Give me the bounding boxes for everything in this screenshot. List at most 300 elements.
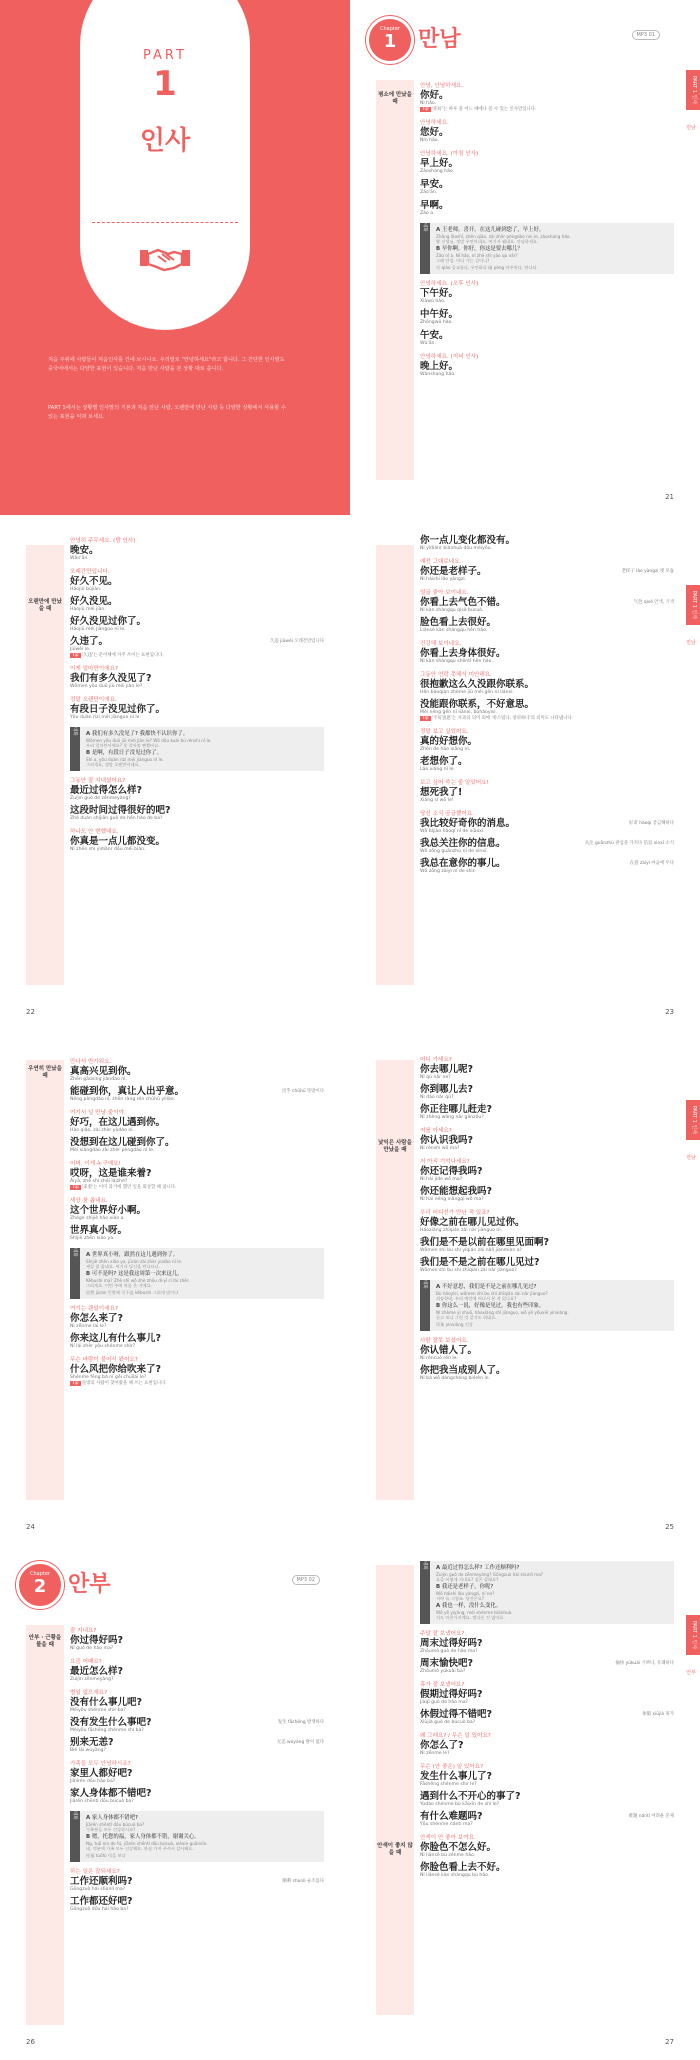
chinese-sentence: 没有发生什么事吧? — [70, 1717, 152, 1728]
pinyin: Nǐ rèncuò rén le. — [420, 1356, 458, 1361]
pinyin: Zhè duàn shíjiān guò de hěn hǎo de ba? — [70, 816, 163, 821]
speaker-a: A — [436, 227, 441, 233]
pinyin: Wǒmen shì bu shì zhīqián zài nǎr jiànguo? — [420, 1268, 517, 1273]
intro-text-2: PART 1에서는 상황별 인사말의 기본과 처음 만난 사람, 오랜만에 만난 사람 등 다양한 상황에서 사용할 수 있는 표현을 익혀 보세요. — [48, 405, 286, 420]
pinyin: Xiūjià guò de búcuò ba? — [420, 1720, 476, 1725]
pinyin: Wǒ bǐjiào hàoqí nǐ de xiāoxi. — [420, 829, 485, 834]
word-note: 托福 tuōfú 덕을 보다 — [86, 1853, 126, 1858]
pinyin: Yǒu shénme nántí ma? — [420, 1822, 473, 1827]
chinese-sentence: 好久没见过你了。 — [70, 616, 147, 627]
speaker-b: B — [86, 1834, 91, 1840]
tip-text: '不好意思'는 사과의 의미 외에 '쑥스럽다, 창피하다'의 의미도 나타냅니다. — [431, 716, 573, 721]
chapter-badge — [16, 1561, 64, 1609]
pinyin: Nǐ lái zhèr yǒu shénme shìr? — [70, 1344, 136, 1349]
dialog-korean: 세상 참 좁네요. 여기서 당신을 만나다니. — [86, 1264, 161, 1269]
chinese-sentence: 我总在意你的事儿。 — [420, 858, 506, 869]
dialog-tag — [70, 1811, 80, 1862]
chinese-sentence: 我们有多久没见了? — [70, 673, 152, 684]
dialog-tag-label: 대화 — [72, 1248, 77, 1257]
dialog-chinese: 可不是吗? 这是我这周第一次来这儿。 — [91, 1271, 183, 1277]
word-note: 关注 guānzhù 관심을 가지다 信息 xìnxī 소식 — [584, 841, 674, 846]
expression-subtitle: 요즘 어때요? — [70, 1659, 102, 1665]
chinese-sentence: 想死我了! — [420, 787, 463, 798]
situation-column — [376, 80, 414, 480]
dialog-pinyin: Zǎo nǐ a. Nǐ hǎo, nǐ zhè shì yào qù nǎr? — [436, 253, 518, 258]
dialog-pinyin: Zuìjìn guò de zěnmeyàng? Gōngzuò hái shùnlì ma? — [436, 1572, 544, 1577]
pinyin: Nǐ liǎnsè bù zěnme hǎo. — [420, 1853, 476, 1858]
chinese-sentence: 老想你了。 — [420, 756, 468, 767]
dialog-tag — [70, 727, 80, 771]
dialog-line-b — [86, 750, 320, 757]
pinyin: Nǐ dào nǎr qù? — [420, 1095, 454, 1100]
word-note: 出乎 chūhū 뜻밖이다 — [281, 1089, 324, 1094]
content — [420, 535, 674, 875]
dialog-korean: 저야 늘 그렇죠. 당신은요? — [436, 1596, 484, 1601]
dialog-korean: 왕 선생님, 정말 우연이네요. 여기서 뵙네요. 안녕하세요. — [436, 239, 539, 244]
chinese-sentence: 我们是不是之前在哪儿见过? — [420, 1257, 540, 1268]
expression-subtitle: 이게 얼마만이에요? — [70, 666, 118, 672]
dialog-chinese: 王老师，喜开。在这儿碰到您了，早上好。 — [441, 227, 545, 233]
content — [70, 1621, 324, 1913]
pinyin: Shìjiè zhēn xiǎo ya. — [70, 1236, 115, 1241]
chinese-sentence: 你认错人了。 — [420, 1345, 478, 1356]
chinese-sentence: 你一点儿变化都没有。 — [420, 535, 516, 546]
part-pill — [80, 0, 250, 330]
content — [420, 1561, 674, 1879]
chinese-sentence: 你还是老样子。 — [420, 566, 487, 577]
situation-label: 안색이 좋지 않을 때 — [377, 1843, 413, 1856]
chinese-sentence: 我总关注你的信息。 — [420, 838, 506, 849]
pinyin: Zuìjìn guò de zěnmeyàng? — [70, 796, 131, 801]
chinese-sentence: 没有什么事儿吧? — [70, 1697, 143, 1708]
dialog-tag — [420, 223, 430, 274]
dialog-korean: 듣고 보니 그런 것 같기도 하네요. — [436, 1315, 497, 1320]
pinyin: Wǒmen shì bu shì yǐqián zài nǎlǐ jiànmiàn a? — [420, 1248, 522, 1253]
chinese-sentence: 什么风把你给吹来了? — [70, 1364, 162, 1375]
expression-row — [70, 1876, 324, 1893]
situation-column — [376, 1565, 414, 2015]
dialog-pinyin: Wǒ yě yíyàng, méi shénme biànhuà. — [436, 1610, 513, 1615]
pinyin: Nǐ zěnme lái le? — [70, 1324, 107, 1329]
chinese-sentence: 工作都还好吧? — [70, 1896, 133, 1907]
pinyin: Nǐ bǎ wǒ dàngchéng biérén le. — [420, 1376, 491, 1381]
chinese-sentence: 中午好。 — [420, 309, 459, 320]
expression-row — [420, 1658, 674, 1675]
pinyin: Zhōumò yúkuài ba? — [420, 1669, 466, 1674]
chinese-sentence: 您好。 — [420, 127, 449, 138]
dialog-korean: 그래 안녕. 어디 가는 길이니? — [436, 258, 490, 263]
dialog-pinyin: Kěbushì ma? Zhè shì wǒ zhè zhōu dì-yī cì lái zhèr. — [86, 1278, 190, 1283]
word-note: 难题 nántí 어려운 문제 — [628, 1814, 674, 1819]
expression-subtitle: 사람 잘못 보셨어요. — [420, 1338, 469, 1344]
dialog-chinese: 最近过得怎么样? 工作还顺利吗? — [441, 1565, 520, 1571]
pinyin: Nǐ guò de hǎo ma? — [70, 1646, 114, 1651]
dialog-korean: 네, 덕분에 가족 모두 건강해요. 관심 가져 주셔서 감사해요. — [86, 1846, 194, 1851]
dialog-chinese: 不好意思，我们是不是之前在哪儿见过? — [441, 1284, 537, 1290]
pinyin: Hǎojiǔ bújiàn. — [70, 587, 102, 592]
expression-subtitle: 만나서 반가워요. — [70, 1059, 112, 1065]
chinese-sentence: 哎呀，这是谁来着? — [70, 1168, 152, 1179]
chinese-sentence: 你还能想起我吗? — [420, 1186, 493, 1197]
dialog-line-b — [436, 1584, 670, 1591]
page-26 — [0, 1545, 350, 2060]
speaker-a: A — [86, 731, 91, 737]
page-number: 22 — [26, 1008, 35, 1016]
dialog-tag-label: 대화 — [422, 223, 427, 232]
expression-row — [420, 1709, 674, 1726]
expression-subtitle: 가족들 모두 안녕하시죠? — [70, 1761, 131, 1767]
situation-column — [376, 1060, 414, 1500]
speaker-b: B — [86, 1271, 91, 1277]
chinese-sentence: 你过得好吗? — [70, 1635, 124, 1646]
page-number: 26 — [26, 2038, 35, 2046]
dialog-korean: 가족분들 모두 건강하시죠? — [86, 1827, 136, 1832]
part-label: PART — [143, 48, 187, 63]
page-27 — [350, 1545, 700, 2060]
chinese-sentence: 你还记得我吗? — [420, 1166, 483, 1177]
tip — [70, 1185, 324, 1191]
expression-row — [420, 838, 674, 855]
content — [420, 76, 674, 378]
pinyin: Gōngzuò dōu hái hǎo ba? — [70, 1907, 129, 1912]
speaker-b: B — [436, 1584, 441, 1590]
tip — [420, 107, 674, 113]
expression-subtitle: 주말 잘 보냈어요? — [420, 1631, 465, 1637]
expression-subtitle: 당신 소식 궁금했어요. — [420, 811, 474, 817]
page-22 — [0, 515, 350, 1030]
dialog-line-a — [436, 1565, 670, 1572]
chapter-badge — [366, 16, 414, 64]
expression-subtitle: 안녕, 안녕하세요. — [420, 83, 464, 89]
pinyin: Nǐ háishi lǎo yàngzi. — [420, 577, 467, 582]
side-tab-label: PART 1 인사 — [691, 1105, 697, 1135]
dialog-tag-label: 대화 — [422, 1280, 427, 1289]
expression-subtitle: 정말 보고 싶었어요. — [420, 729, 469, 735]
dialog-box — [420, 1561, 674, 1624]
chinese-sentence: 这段时间过得很好的吧? — [70, 805, 171, 816]
expression-subtitle: 안녕하세요. (오후 인사) — [420, 281, 479, 287]
chinese-sentence: 假期过得好吗? — [420, 1689, 483, 1700]
dialog-tag — [420, 1561, 430, 1624]
chinese-sentence: 午安。 — [420, 330, 449, 341]
dialog-chinese: 早你啊。你好，你这是要去哪儿？ — [441, 246, 523, 252]
expression-subtitle: 별일 없으세요? — [70, 1690, 108, 1696]
pinyin: Shénme fēng bǎ nǐ gěi chuīlai le? — [70, 1375, 147, 1380]
chapter-title: 안부 — [68, 1572, 111, 1597]
side-tab-sub: 만남 — [686, 125, 696, 131]
side-tab-sub: 만남 — [686, 640, 696, 646]
dialog-line-b — [436, 246, 670, 253]
pinyin: Āiyā, zhè shì shéi láizhe? — [70, 1179, 128, 1184]
pinyin: Hǎojiǔ méi jiàn. — [70, 607, 106, 612]
page-number: 21 — [665, 493, 674, 501]
expression-subtitle: 무슨 바람이 불어서 왔어요? — [70, 1357, 138, 1363]
pinyin: Zuìjìn zěnmeyàng? — [70, 1677, 114, 1682]
chinese-sentence: 好久没见。 — [70, 596, 118, 607]
dialog-chinese: 世界真小呀，跟然在这儿遇到你了。 — [91, 1252, 179, 1258]
chinese-sentence: 遇到什么不开心的事了? — [420, 1791, 521, 1802]
word-note: 久违 jiǔwéi 오래간만입니다 — [270, 639, 324, 644]
dialog-tag — [420, 1280, 430, 1331]
dialog-box — [420, 1280, 674, 1331]
side-tab-label: PART 1 인사 — [691, 590, 697, 620]
situation-column — [26, 1625, 64, 2025]
pinyin: Zhēn gāoxìng jiàndào nǐ. — [70, 1077, 127, 1082]
pinyin: Wǔ'ān. — [420, 341, 436, 346]
chinese-sentence: 工作还顺利吗? — [70, 1876, 133, 1887]
pinyin: Zǎoshang hǎo. — [420, 169, 455, 174]
dialog-tag-label: 대화 — [72, 1811, 77, 1820]
chinese-sentence: 你正往哪儿赶走? — [420, 1104, 493, 1115]
pinyin: Nǐ zhèng wǎng nǎr gǎnzǒu? — [420, 1115, 484, 1120]
expression-row — [420, 597, 674, 614]
tip — [420, 716, 674, 722]
pinyin: Zhōumò guò de hǎo ma? — [420, 1649, 478, 1654]
expression-row — [420, 858, 674, 875]
dialog-box — [70, 1811, 324, 1862]
dialog-chinese: 我们有多久没见了? 我都快不认识你了。 — [91, 731, 189, 737]
page-number: 27 — [665, 2038, 674, 2046]
pinyin: Bié lái wúyàng? — [70, 1748, 107, 1753]
dialog-pinyin: Jiārén shēntǐ dōu búcuò ba? — [86, 1822, 145, 1827]
dialog-line-b — [86, 1834, 320, 1841]
pinyin: Hǎo qiǎo, zài zhèr yùdào nǐ. — [70, 1128, 135, 1133]
chapter-label: Chapter — [380, 26, 400, 32]
pinyin: Hǎoxiàng zhīqián zài nǎr jiànguo nǐ. — [420, 1228, 503, 1233]
expression-subtitle: 안녕하세요. (아침 인사) — [420, 151, 479, 157]
pinyin: Nǐ zěnme le? — [420, 1751, 450, 1756]
situation-column — [26, 1060, 64, 1500]
dialog-korean: 그러게요, 정말 오랜만이네요. — [86, 762, 140, 767]
tip-icon: Tip — [72, 1381, 79, 1386]
part-title: 인사 — [139, 126, 191, 156]
chinese-sentence: 你怎么来了? — [70, 1313, 124, 1324]
side-tab — [686, 1615, 700, 1655]
side-tab — [686, 70, 700, 110]
situation-label: 오랜만에 만났을 때 — [28, 599, 62, 612]
content — [70, 531, 324, 853]
tip — [70, 1381, 324, 1387]
mp3-badge: MP3 01 — [632, 30, 660, 40]
dialog-chinese: 家人身体都不错吧? — [91, 1815, 138, 1821]
dialog-line-a — [86, 731, 320, 738]
pinyin: Méiyǒu shénme shìr ba? — [70, 1708, 126, 1713]
chinese-sentence: 真高兴见到你。 — [70, 1066, 137, 1077]
pinyin: Yùdào shénme bù kāixīn de shì le? — [420, 1802, 500, 1807]
expression-subtitle: 안색이 안 좋아 보여요. — [420, 1835, 476, 1841]
tip-icon: Tip — [422, 107, 429, 112]
chinese-sentence: 早安。 — [420, 179, 449, 190]
word-note: 居然 jūrán 뜻밖에 可不是 kěbushì 그러게 말이다 — [86, 1290, 179, 1295]
pinyin: Fāshēng shénme shìr le? — [420, 1782, 477, 1787]
chinese-sentence: 世界真小呀。 — [70, 1225, 128, 1236]
pinyin: Zhēn de hǎo xiǎng nǐ. — [420, 747, 471, 752]
part-number: 1 — [153, 64, 177, 104]
page-number: 25 — [665, 1523, 674, 1531]
pinyin: Zhōngwǔ hǎo. — [420, 320, 453, 325]
dialog-pinyin: Shìjiè zhēn xiǎo ya, jūrán zài zhèr yùdào nǐ le. — [86, 1259, 183, 1264]
expression-subtitle: 보고 싶어 죽는 줄 알았어요! — [420, 780, 489, 786]
word-note: 印象 yìnxiàng 인상 — [436, 1322, 473, 1327]
pinyin: Nǐ zhēn shì yìdiǎnr dōu méi biàn. — [70, 847, 146, 852]
chinese-sentence: 发生什么事儿了? — [420, 1771, 493, 1782]
side-tab — [686, 1100, 700, 1140]
pinyin: Méi néng gēn nǐ liánxì, bùhǎoyìsi. — [420, 710, 497, 715]
side-tab-sub: 만남 — [686, 1155, 696, 1161]
dialog-chinese: 我还是老样子，你呢? — [441, 1584, 494, 1590]
pinyin: Wǒ zǒng zàiyì nǐ de shìr. — [420, 869, 476, 874]
pinyin: Nǐ hái néng xiǎngqǐ wǒ ma? — [420, 1197, 484, 1202]
chinese-sentence: 很抱歉这么久没跟你联系。 — [420, 679, 535, 690]
chinese-sentence: 早上好。 — [420, 158, 459, 169]
chinese-sentence: 周末过得好吗? — [420, 1638, 483, 1649]
pinyin: Wǒ zǒng guānzhù nǐ de xìnxī. — [420, 849, 488, 854]
word-note: 休假 xiūjià 휴가 — [642, 1712, 674, 1717]
pinyin: Gōngzuò hái shùnlì ma? — [70, 1887, 126, 1892]
speaker-a: A — [436, 1603, 441, 1609]
expression-subtitle: 저 아직 기억나세요? — [420, 1159, 470, 1165]
chinese-sentence: 你看上去身体很好。 — [420, 648, 506, 659]
chinese-sentence: 我们是不是以前在哪里见面啊? — [420, 1237, 550, 1248]
expression-subtitle: 잘 지내요? — [70, 1628, 97, 1634]
dialog-korean: 그러게요. 이번 주에 처음 온 거예요. — [86, 1283, 152, 1288]
dialog-korean: 죄송한데, 우리 예전에 어디서 본 적 있나요? — [436, 1296, 517, 1301]
expression-subtitle: 정말 오랜만이에요. — [70, 697, 117, 703]
expression-subtitle: 얼굴 좋아 보이네요. — [420, 590, 469, 596]
content — [420, 1050, 674, 1382]
handshake-icon — [140, 242, 190, 272]
chapter-number: 1 — [383, 31, 397, 52]
pinyin: Xiǎng sǐ wǒ le! — [420, 798, 454, 803]
page-23 — [350, 515, 700, 1030]
pinyin: Méi xiǎngdào zài zhèr pèngdào nǐ le. — [70, 1148, 155, 1153]
page-21 — [350, 0, 700, 515]
dialog-line-a — [436, 227, 670, 234]
speaker-b: B — [436, 246, 441, 252]
intro-text-1: 처음 주위에 사람들이 처음인사를 건네 보시나요. 우리말로 "안녕하세요"라고 합니다. 그 간단한 인사말도 중국어에서는 다양한 표현이 있습니다. 처음 만난 사람을 본 상황 대로 씁니다. — [48, 357, 285, 372]
pinyin: Nǐ yìdiǎnr biànhuà dōu méiyǒu. — [420, 546, 493, 551]
chinese-sentence: 早啊。 — [420, 200, 449, 211]
dialog-line-a — [86, 1815, 320, 1822]
chinese-sentence: 有段日子没见过你了。 — [70, 704, 166, 715]
pinyin: Yǒu duàn rìzi méi jiànguo nǐ le. — [70, 715, 141, 720]
pinyin: Zǎo a. — [420, 211, 435, 216]
word-note: 气色 qìsè 안색, 기색 — [633, 600, 674, 605]
pinyin: Jiālirén dōu hǎo ba? — [70, 1779, 116, 1784]
dialog-korean: 우리 얼마만이에요? 못 알아볼 뻔했어요. — [86, 743, 160, 748]
chinese-sentence: 这个世界好小啊。 — [70, 1205, 147, 1216]
page-number: 23 — [665, 1008, 674, 1016]
expression-subtitle: 어머, 이게 누구예요! — [70, 1161, 121, 1167]
chinese-sentence: 你好。 — [420, 90, 449, 101]
situation-label: 우연히 만났을 때 — [28, 1066, 62, 1079]
pinyin: Nǐ qù nǎr ne? — [420, 1075, 451, 1080]
tip-text: '久违'는 문어체에 자주 쓰이는 표현입니다. — [81, 653, 164, 658]
chinese-sentence: 别来无恙? — [70, 1737, 114, 1748]
word-note: 好奇 hàoqí 궁금해하다 — [629, 821, 674, 826]
chinese-sentence: 你脸色不怎么好。 — [420, 1842, 497, 1853]
expression-row — [70, 1737, 324, 1754]
chinese-sentence: 你真是一点儿都没变。 — [70, 836, 166, 847]
pinyin: Wǎnshang hǎo. — [420, 372, 456, 377]
chinese-sentence: 你去哪儿呢? — [420, 1064, 474, 1075]
chapter-label: Chapter — [30, 1571, 50, 1577]
chinese-sentence: 晚上好。 — [420, 361, 459, 372]
dialog-pinyin: Bù hǎoyìsi, wǒmen shì bu shì zhīqián zài nǎr jiànguo? — [436, 1291, 548, 1296]
situation-label: 낯익은 사람을 만났을 때 — [378, 1140, 412, 1153]
expression-subtitle: 우리 어디선가 만난 적 있죠? — [420, 1210, 490, 1216]
word-note: 老样子 lǎo yàngzi 옛 모습 — [621, 569, 674, 574]
dialog-tag-label: 대화 — [422, 1561, 427, 1570]
expression-subtitle: 하는 일은 잘되세요? — [70, 1869, 120, 1875]
expression-subtitle: 안녕히 주무세요. (밤 인사) — [70, 538, 136, 544]
expression-row — [420, 818, 674, 835]
side-tab — [686, 585, 700, 625]
pinyin: Jiǔwéi le. — [70, 647, 91, 652]
expression-subtitle: 하나도 안 변했네요. — [70, 829, 119, 835]
expression-row — [70, 1717, 324, 1734]
mp3-badge: MP3 02 — [292, 1575, 320, 1585]
word-note: 发生 fāshēng 발생하다 — [277, 1720, 324, 1725]
speaker-a: A — [436, 1565, 441, 1571]
part-cover-page — [0, 0, 350, 515]
pinyin: Nǐ kàn shàngqu shēntǐ hěn hǎo. — [420, 659, 493, 664]
word-note: 愉快 yúkuài 기쁘다, 유쾌하다 — [615, 1661, 674, 1666]
pinyin: Nǐ hái jìde wǒ ma? — [420, 1177, 463, 1182]
side-tab-label: PART 1 인사 — [691, 1620, 697, 1650]
expression-subtitle: 어디 가세요? — [420, 1057, 452, 1063]
chinese-sentence: 好像之前在哪儿见过你。 — [420, 1217, 525, 1228]
dialog-box — [420, 223, 674, 274]
pinyin: Nǐ rènshi wǒ ma? — [420, 1146, 460, 1151]
tip-text: '来着'는 이미 과거에 했던 일을 회상할 때 씁니다. — [81, 1185, 177, 1190]
word-note: 无恙 wúyàng 탈이 없다 — [276, 1740, 324, 1745]
dialog-chinese: 嗯，托您的福，家人身体都不错，谢谢关心。 — [91, 1834, 200, 1840]
chinese-sentence: 你怎么了? — [420, 1740, 464, 1751]
dialog-korean: 저도 마찬가지예요. 별다른 건 없어요. — [436, 1615, 505, 1620]
pinyin: Hǎojiǔ méi jiànguo nǐ le. — [70, 627, 126, 632]
situation-label: 평소에 만났을 때 — [378, 92, 412, 105]
dialog-chinese: 你这么一说，好像是见过，我也有些印象。 — [441, 1303, 545, 1309]
expression-row — [420, 1811, 674, 1828]
dialog-line-a — [86, 1252, 320, 1259]
dialog-pinyin: Shì a, yǒu duàn rìzi méi jiànguo nǐ le. — [86, 757, 164, 762]
pinyin: Wǎn'ān. — [70, 556, 89, 561]
word-note: 在意 zàiyì 마음에 두다 — [629, 861, 674, 866]
pinyin: Lǎo xiǎng nǐ le. — [420, 767, 455, 772]
dialog-pinyin: Zhāng lǎoshī, zhēn qiǎo, zài zhèr pèngdào nín le, zǎoshang hǎo. — [436, 234, 571, 239]
speaker-a: A — [436, 1284, 441, 1290]
expression-subtitle: 왜 그래요? / 무슨 일 있어요? — [420, 1733, 491, 1739]
expression-subtitle: 저를 아세요? — [420, 1128, 452, 1134]
situation-label: 안부 · 근황을 물을 때 — [28, 1635, 62, 1648]
pinyin: Nǐ hǎo. — [420, 101, 437, 106]
expression-subtitle: 그동안 연락 못해서 미안해요. — [420, 672, 492, 678]
expression-subtitle: 무슨 (안 좋은) 일 있어요? — [420, 1764, 484, 1770]
speaker-a: A — [86, 1815, 91, 1821]
expression-subtitle: 오래간만입니다. — [70, 569, 110, 575]
chinese-sentence: 你把我当成别人了。 — [420, 1365, 506, 1376]
page-24 — [0, 1030, 350, 1545]
chinese-sentence: 休假过得不错吧? — [420, 1709, 493, 1720]
chinese-sentence: 你脸色看上去不好。 — [420, 1862, 506, 1873]
pinyin: Nǐ kàn shàngqu qìsè búcuò. — [420, 608, 484, 613]
chinese-sentence: 我比较好奇你的消息。 — [420, 818, 516, 829]
pinyin: Wǒmen yǒu duō jiǔ méi jiàn le? — [70, 684, 143, 689]
chinese-sentence: 你认识我吗? — [420, 1135, 474, 1146]
pinyin: Méiyǒu fāshēng shénme shì ba? — [70, 1728, 144, 1733]
chinese-sentence: 真的好想你。 — [420, 736, 478, 747]
